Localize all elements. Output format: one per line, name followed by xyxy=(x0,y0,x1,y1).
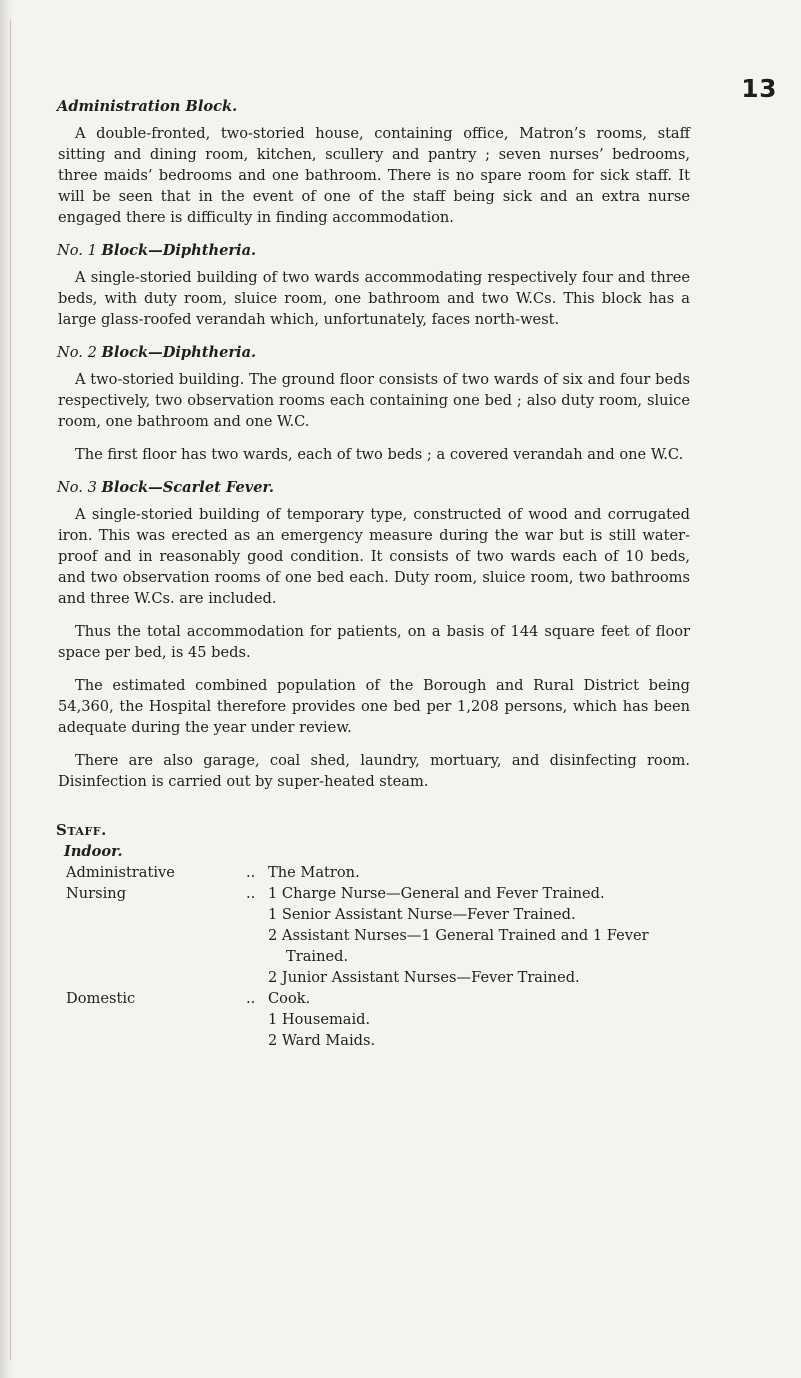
staff-entries xyxy=(268,862,690,883)
staff-title: Staff. xyxy=(56,821,107,839)
paragraph: The first floor has two wards, each of two beds ; a covered verandah and one W.C. xyxy=(75,446,684,463)
staff-entry: 2 Ward Maids. xyxy=(268,1032,376,1049)
section-heading xyxy=(57,240,690,261)
page-number: 13 xyxy=(741,74,777,103)
paragraph: A single-storied building of temporary type, constructed of wood and corrugated iron. This was erected as an emergency measure during the war but is still water-proof and in reasonably good condition. It consists of two wards each of 10 beds, and two observation rooms of one bed each. Duty room, sluice room, two bathrooms and three W.Cs. are included. xyxy=(58,506,690,607)
heading-prefix: No. 2 xyxy=(57,344,97,361)
staff-subtitle: Indoor. xyxy=(64,843,123,860)
leader-dots: .. xyxy=(246,885,256,902)
staff-entry: The Matron. xyxy=(268,864,360,881)
leader-dots: .. xyxy=(246,864,256,881)
paragraph: There are also garage, coal shed, laundry, mortuary, and disinfecting room. Disinfection is carried out by super-heated steam. xyxy=(58,752,690,790)
section-heading xyxy=(57,342,690,363)
heading-text: Block—Diphtheria. xyxy=(101,344,257,361)
heading-prefix: No. 3 xyxy=(57,479,97,496)
staff-entry: 1 Senior Assistant Nurse—Fever Trained. xyxy=(268,906,576,923)
section-block-3 xyxy=(58,477,690,792)
staff-entries xyxy=(268,988,690,1051)
heading-text: Block—Diphtheria. xyxy=(101,242,257,259)
heading-text: Administration Block. xyxy=(57,98,238,115)
staff-section xyxy=(58,820,690,1051)
section-block-2 xyxy=(58,342,690,465)
staff-entry: 1 Charge Nurse—General and Fever Trained. xyxy=(268,885,605,902)
page-spine xyxy=(0,0,14,1378)
section-administration-block xyxy=(58,96,690,228)
staff-category: Domestic xyxy=(66,990,136,1007)
paragraph: A single-storied building of two wards accommodating respectively four and three beds, with duty room, sluice room, one bathroom and two W.Cs. This block has a large glass-roofed verandah which, unfortunately, faces north-west. xyxy=(58,269,690,328)
staff-entry: 2 Assistant Nurses—1 General Trained and 1 Fever Trained. xyxy=(268,927,649,965)
staff-row-domestic xyxy=(66,988,690,1051)
section-block-1 xyxy=(58,240,690,330)
document-body xyxy=(58,96,690,1051)
heading-text: Block—Scarlet Fever. xyxy=(101,479,274,496)
staff-entries xyxy=(268,883,690,988)
staff-entry: 1 Housemaid. xyxy=(268,1011,371,1028)
staff-category: Administrative xyxy=(66,864,175,881)
paragraph: Thus the total accommodation for patients, on a basis of 144 square feet of floor space per bed, is 45 beds. xyxy=(58,623,690,661)
staff-entry: 2 Junior Assistant Nurses—Fever Trained. xyxy=(268,969,580,986)
staff-row-administrative xyxy=(66,862,690,883)
heading-prefix: No. 1 xyxy=(57,242,97,259)
paragraph: A double-fronted, two-storied house, containing office, Matron’s rooms, staff sitting and dining room, kitchen, scullery and pantry ; seven nurses’ bedrooms, three maids’ bedrooms and one bathroom. There is no spare room for sick staff. It will be seen that in the event of one of the staff being sick and an extra nurse engaged there is difficulty in finding accommodation. xyxy=(58,125,690,226)
leader-dots: .. xyxy=(246,990,256,1007)
binding-line xyxy=(10,20,11,1360)
staff-row-nursing xyxy=(66,883,690,988)
staff-table xyxy=(66,862,690,1051)
section-heading xyxy=(57,477,690,498)
paragraph: A two-storied building. The ground floor consists of two wards of six and four beds respectively, two observation rooms each containing one bed ; also duty room, sluice room, one bathroom and one W.C. xyxy=(58,371,690,430)
staff-category: Nursing xyxy=(66,885,127,902)
paragraph: The estimated combined population of the Borough and Rural District being 54,360, the Hospital therefore provides one bed per 1,208 persons, which has been adequate during the year under review. xyxy=(58,677,690,736)
section-heading xyxy=(57,96,690,117)
staff-entry: Cook. xyxy=(268,990,311,1007)
